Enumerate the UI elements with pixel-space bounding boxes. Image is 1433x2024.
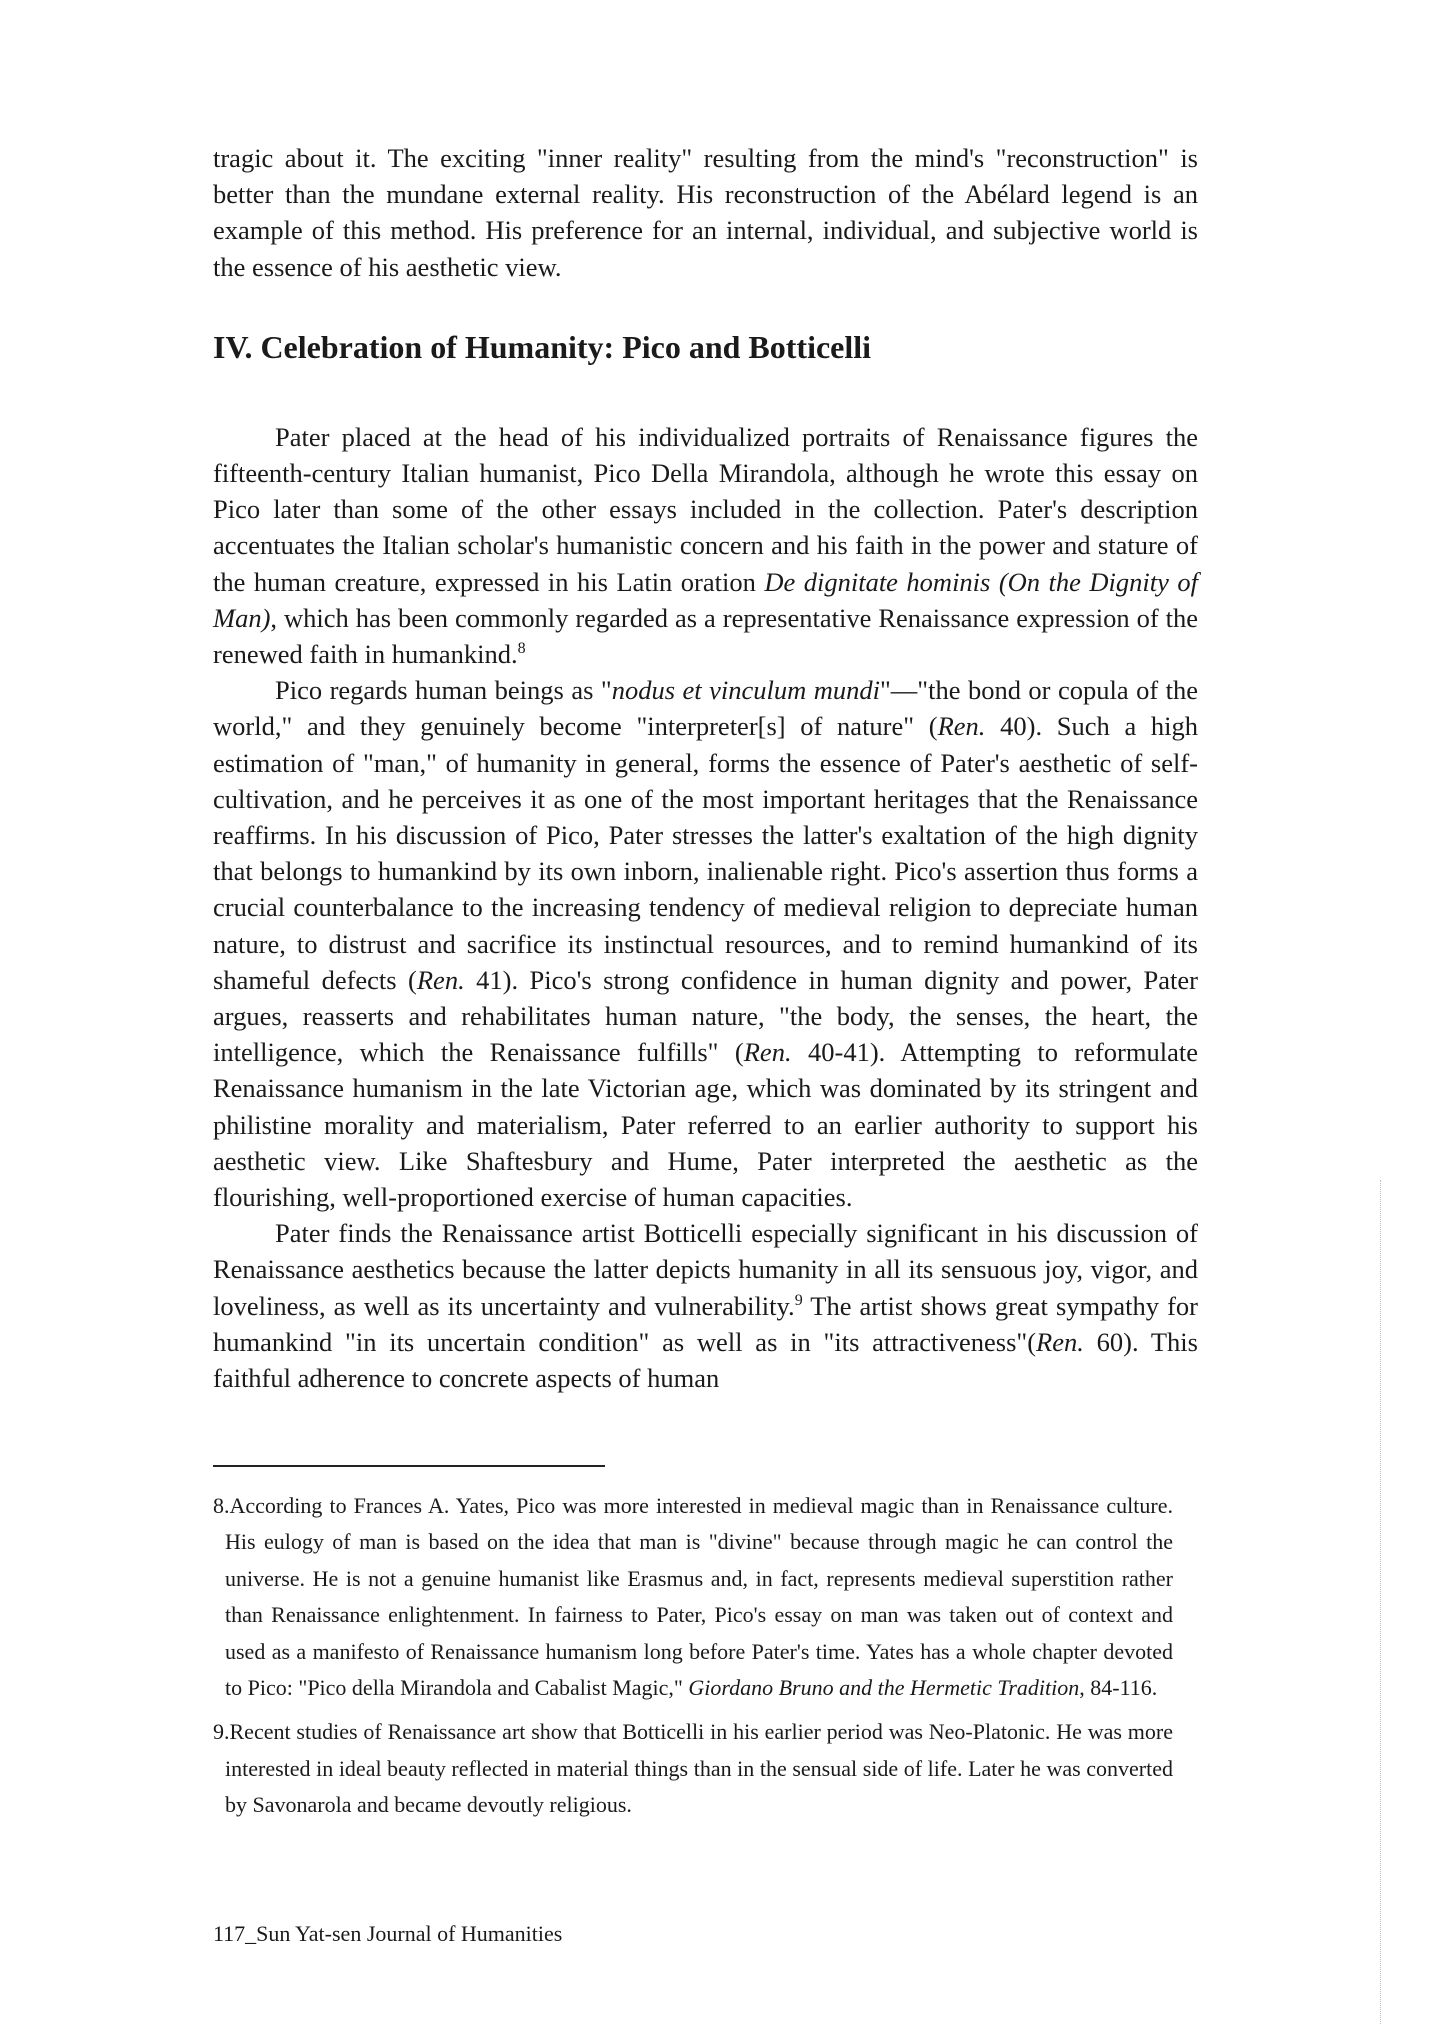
paragraph-pico-humanity: Pico regards human beings as "nodus et vinculum mundi"—"the bond or copula of the world," and they genuinely become "interpreter[s] of nature" (Ren. 40). Such a high estimation of "man," of humanity in general, forms the essence of Pater's aesthetic of self-cultivation, and he perceives it as one of the most important heritages that the Renaissance reaffirms. In his discussion of Pico, Pater stresses the latter's exaltation of the high dignity that belongs to humankind by its own inborn, inalienable right. Pico's assertion thus forms a crucial counterbalance to the increasing tendency of medieval religion to depreciate human nature, to distrust and sacrifice its instinctual resources, and to remind humankind of its shameful defects (Ren. 41). Pico's strong confidence in human dignity and power, Pater argues, reasserts and rehabilitates human nature, "the body, the senses, the heart, the intelligence, which the Renaissance fulfills" (Ren. 40-41). Attempting to reformulate Renaissance humanism in the late Victorian age, which was dominated by its stringent and philistine morality and materialism, Pater referred to an earlier authority to support his aesthetic view. Like Shaftesbury and Hume, Pater interpreted the aesthetic as the flourishing, well-proportioned exercise of human capacities. (213, 675, 1199, 1213)
footnote-ref-9[interactable]: 9 (794, 1291, 803, 1309)
footnote-9: 9.Recent studies of Renaissance art show that Botticelli in his earlier period was Neo-Platonic. He was more interested in ideal beauty reflected in material things than in the sensual side of life. Later he was converted by Savonarola and became devoutly religious. (213, 1719, 1173, 1818)
footnote-divider (213, 1465, 605, 1467)
footnotes-section (213, 1488, 1173, 1832)
running-footer: 117_Sun Yat-sen Journal of Humanities (213, 1921, 563, 1946)
paragraph-botticelli: Pater finds the Renaissance artist Botticelli especially significant in his discussion of Renaissance aesthetics because the latter depicts humanity in all its sensuous joy, vigor, and loveliness, as well as its uncertainty and vulnerability.$^9$ The artist shows great sympathy for humankind "in its uncertain condition" as well as in "its attractiveness"(Ren. 60). This faithful adherence to concrete aspects of human (213, 1218, 1198, 1394)
paragraph-pico-intro: Pater placed at the head of his individualized portraits of Renaissance figures the fifteenth-century Italian humanist, Pico Della Mirandola, although he wrote this essay on Pico later than some of the other essays included in the collection. Pater's description accentuates the Italian scholar's humanistic concern and his faith in the power and stature of the human creature, expressed in his Latin oration De dignitate hominis (On the Dignity of Man), which has been commonly regarded as a representative Renaissance expression of the renewed faith in humankind.$^8$ (213, 421, 1198, 670)
page-body (213, 140, 1198, 1396)
section-heading: IV. Celebration of Humanity: Pico and Botticelli (213, 328, 872, 365)
footnote-8: 8.According to Frances A. Yates, Pico was more interested in medieval magic than in Renaissance culture. His eulogy of man is based on the idea that man is "divine" because through magic he can control the universe. He is not a genuine humanist like Erasmus and, in fact, represents medieval superstition rather than Renaissance enlightenment. In fairness to Pater, Pico's essay on man was taken out of context and used as a manifesto of Renaissance humanism long before Pater's time. Yates has a whole chapter devoted to Pico: "Pico della Mirandola and Cabalist Magic," Giordano Bruno and the Hermetic Tradition, 84-116. (213, 1493, 1173, 1701)
footnote-ref-8[interactable]: 8 (517, 640, 526, 658)
scan-edge-line (1380, 1180, 1381, 2024)
intro-paragraph: tragic about it. The exciting "inner reality" resulting from the mind's "reconstruction" is better than the mundane external reality. His reconstruction of the Abélard legend is an example of this method. His preference for an internal, individual, and subjective world is the essence of his aesthetic view. (213, 143, 1198, 282)
